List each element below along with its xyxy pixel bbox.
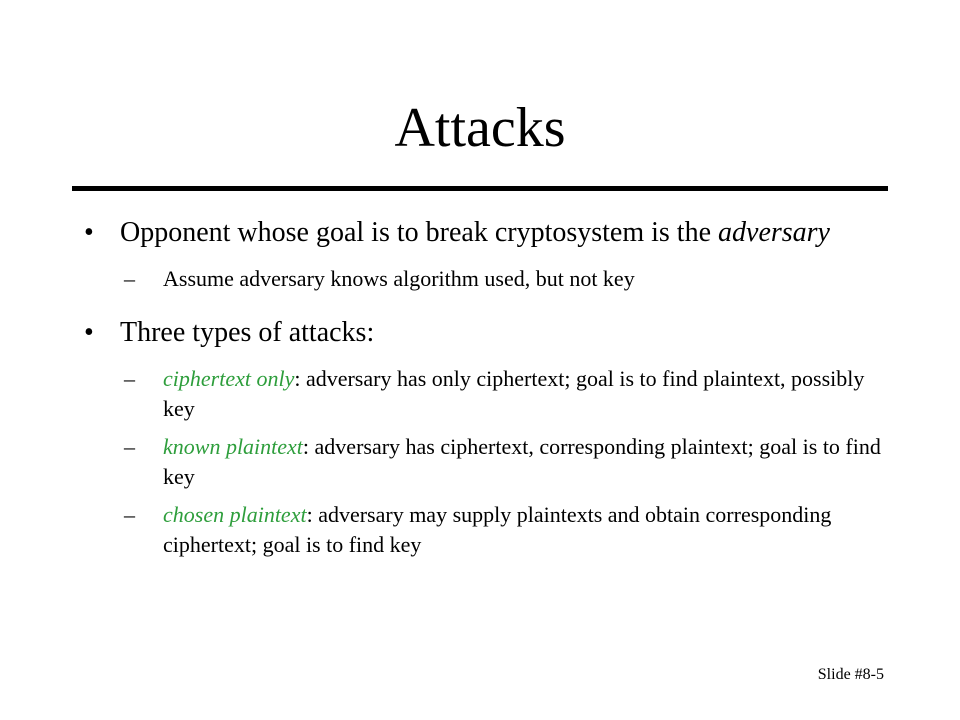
slide-body (84, 216, 894, 560)
bullet-marker: • (84, 217, 94, 248)
attack-term: ciphertext only (163, 366, 295, 391)
bullet-adversary (84, 216, 894, 250)
sub-bullet-assumption (124, 264, 894, 294)
bullet-attack-types (84, 316, 894, 350)
bullet-emphasis: adversary (718, 217, 830, 248)
sub-bullet-text: : adversary may supply plaintexts and obtain corresponding ciphertext; goal is to find key (163, 502, 832, 557)
bullet-text: Three types of attacks: (120, 317, 375, 348)
attack-term: known plaintext (163, 434, 303, 459)
bullet-marker: • (84, 317, 94, 348)
slide-title: Attacks (394, 97, 566, 159)
attack-term: chosen plaintext (163, 502, 307, 527)
bullet-text: Opponent whose goal is to break cryptosystem is the (120, 217, 719, 248)
sub-bullet-text: : adversary has ciphertext, corresponding plaintext; goal is to find key (163, 434, 881, 489)
sub-bullet-text: Assume adversary knows algorithm used, but not key (163, 266, 635, 291)
sub-marker: – (124, 502, 135, 527)
sub-marker: – (124, 266, 135, 291)
sub-marker: – (124, 434, 135, 459)
slide-number: Slide #8-5 (817, 666, 884, 683)
sub-marker: – (124, 366, 135, 391)
sub-bullet-text: : adversary has only ciphertext; goal is to find plaintext, possibly key (163, 366, 865, 421)
sub-bullet-chosen-plaintext (124, 500, 894, 560)
title-divider (72, 186, 888, 191)
sub-bullet-ciphertext-only (124, 364, 894, 424)
sub-bullet-known-plaintext (124, 432, 894, 492)
